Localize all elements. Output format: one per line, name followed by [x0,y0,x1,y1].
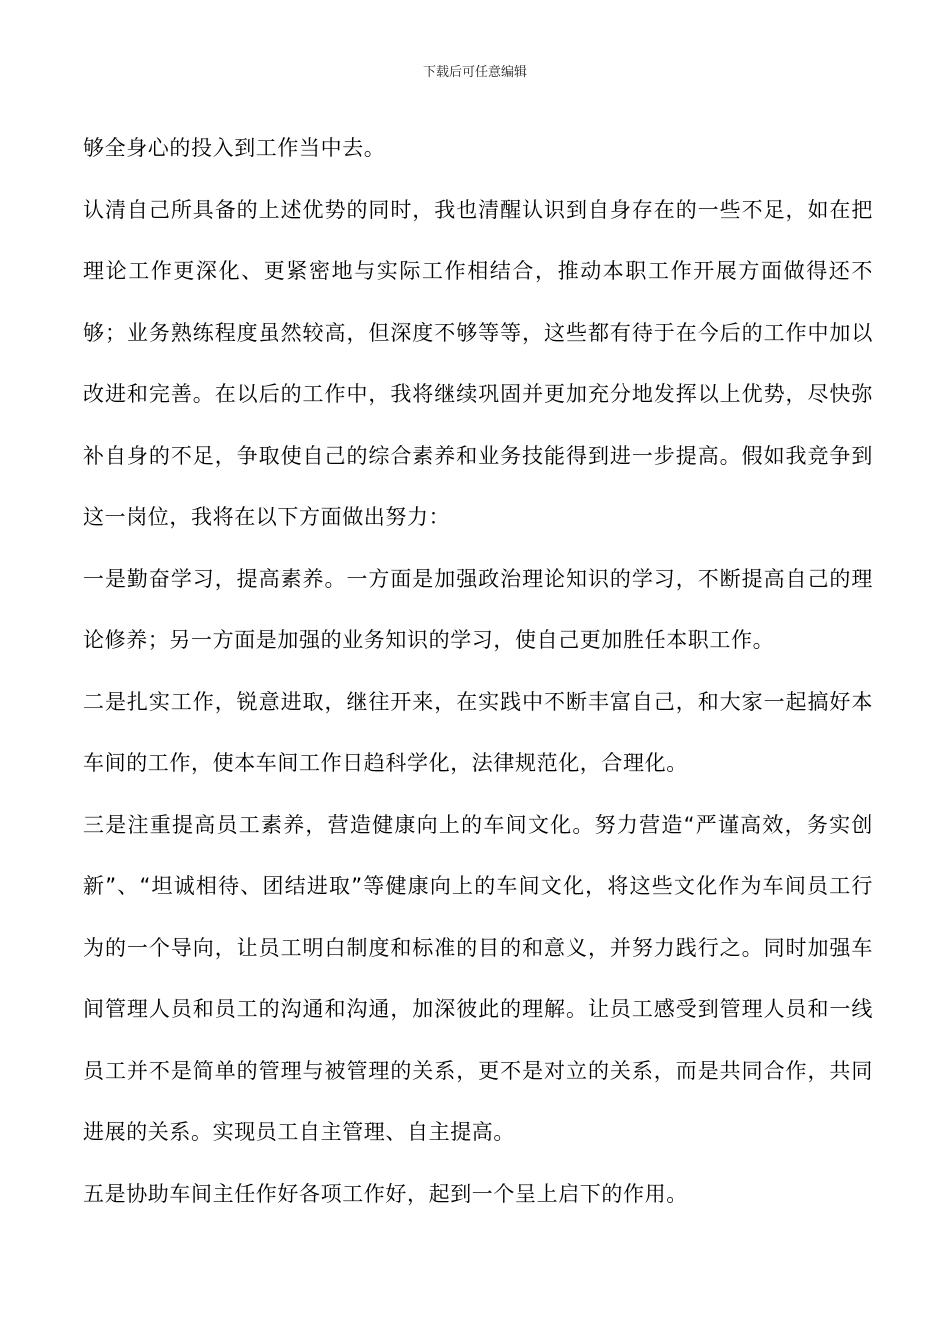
page-header-note: 下载后可任意编辑 [422,65,527,80]
paragraph-point-three: 三是注重提高员工素养，营造健康向上的车间文化。努力营造“严谨高效，务实创新”、“坦诚相待、团结进取”等健康向上的车间文化，将这些文化作为车间员工行为的一个导向，让员工明白制度和标准的目的和意义，并努力践行之。同时加强车间管理人员和员工的沟通和沟通，加深彼此的理解。让员工感受到管理人员和一线员工并不是简单的管理与被管理的关系，更不是对立的关系，而是共同合作，共同进展的关系。实现员工自主管理、自主提高。 [83,812,873,1144]
paragraph-continuation: 够全身心的投入到工作当中去。 [83,136,386,160]
paragraph-self-assessment: 认清自己所具备的上述优势的同时，我也清醒认识到自身存在的一些不足，如在把理论工作更深化、更紧密地与实际工作相结合，推动本职工作开展方面做得还不够；业务熟练程度虽然较高，但深度不够等等，这些都有待于在今后的工作中加以改进和完善。在以后的工作中，我将继续巩固并更加充分地发挥以上优势，尽快弥补自身的不足，争取使自己的综合素养和业务技能得到进一步提高。假如我竞争到这一岗位，我将在以下方面做出努力： [83,197,873,529]
paragraph-point-two: 二是扎实工作，锐意进取，继往开来，在实践中不断丰富自己，和大家一起搞好本车间的工作，使本车间工作日趋科学化，法律规范化，合理化。 [83,689,873,775]
paragraph-point-five: 五是协助车间主任作好各项工作好，起到一个呈上启下的作用。 [83,1181,688,1206]
paragraph-point-one: 一是勤奋学习，提高素养。一方面是加强政治理论知识的学习，不断提高自己的理论修养；另一方面是加强的业务知识的学习，使自己更加胜任本职工作。 [83,566,873,652]
document-body [83,118,873,1225]
